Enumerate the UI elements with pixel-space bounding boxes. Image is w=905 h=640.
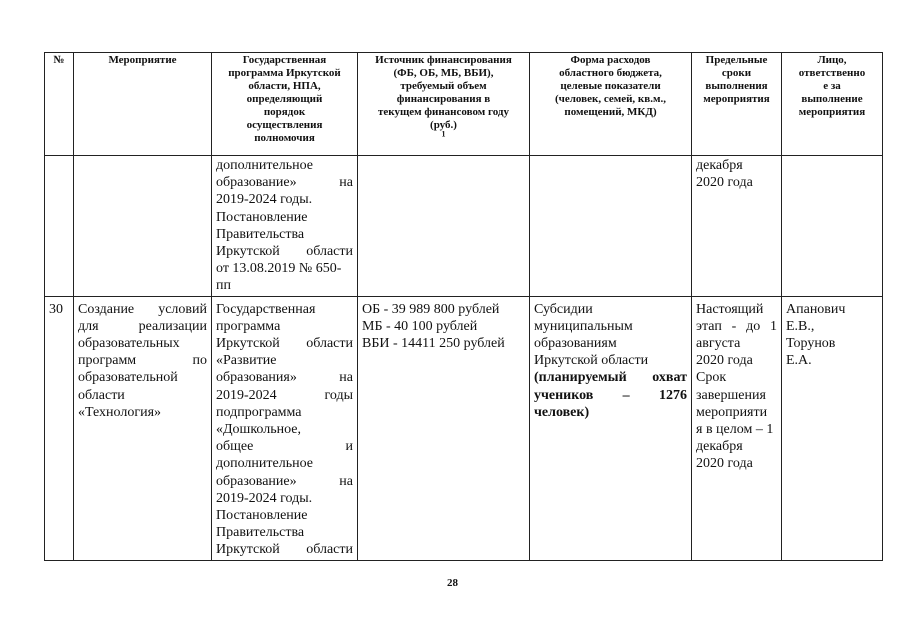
header-source-text xyxy=(362,54,525,132)
text-line: 2019-2024 годы. xyxy=(216,192,313,208)
text-line: области xyxy=(78,387,125,403)
text-line: области, НПА, xyxy=(248,80,321,92)
text-line: Предельные xyxy=(705,54,768,66)
text-line: Срок xyxy=(696,370,727,386)
text-line: мероприятия xyxy=(703,93,770,105)
text-line: пп xyxy=(216,278,231,294)
text-line: Настоящий xyxy=(696,301,764,317)
text-line: Лицо, xyxy=(817,54,847,66)
text-line: для реализации xyxy=(78,318,207,334)
table-header-row xyxy=(45,53,883,156)
header-deadline xyxy=(692,53,782,156)
cell-number: 30 xyxy=(45,296,74,560)
cell-number-empty xyxy=(45,156,74,297)
text-line: «Развитие xyxy=(216,353,277,369)
text-line: областного бюджета, xyxy=(559,67,662,79)
text-line: программ по xyxy=(78,353,207,369)
text-line: мероприятия xyxy=(798,106,866,118)
text-line: 2019-2024 годы. xyxy=(216,490,313,506)
text-line: образования» на xyxy=(216,370,353,386)
header-person xyxy=(782,53,883,156)
measures-table xyxy=(44,52,883,561)
text-line: Иркутской области xyxy=(534,353,649,369)
text-line: Субсидии xyxy=(534,301,593,317)
text-line: ОБ - 39 989 800 рублей xyxy=(362,301,500,317)
text-line: выполнение xyxy=(801,93,863,105)
text-line: 2020 года xyxy=(696,456,753,472)
text-line: Торунов xyxy=(786,336,836,352)
text-line: «Технология» xyxy=(78,404,162,420)
cell-deadline xyxy=(692,296,782,560)
text-line: Иркутской области xyxy=(216,244,353,260)
text-line: общее и xyxy=(216,439,353,455)
text-line: 2020 года xyxy=(696,353,753,369)
cell-event-empty xyxy=(74,156,212,297)
text-line: Источник финансирования xyxy=(375,54,512,66)
text-line: полномочия xyxy=(254,132,315,144)
text-line: Создание условий xyxy=(78,301,207,317)
text-line: Иркутской области xyxy=(216,336,353,352)
text-line: финансирования в xyxy=(396,93,491,105)
header-event: Мероприятие xyxy=(74,53,212,156)
text-line: (планируемый охват xyxy=(534,370,687,386)
text-line: ответственно xyxy=(798,67,866,79)
text-line: мероприяти xyxy=(696,404,768,420)
header-number: № xyxy=(45,53,74,156)
cell-program-continued xyxy=(212,156,358,297)
text-line: МБ - 40 100 рублей xyxy=(362,318,478,334)
cell-person xyxy=(782,296,883,560)
text-line: программа Иркутской xyxy=(228,67,341,79)
text-line: 2020 года xyxy=(696,175,753,191)
text-line: образование» на xyxy=(216,175,353,191)
header-source xyxy=(358,53,530,156)
text-line: помещений, МКД) xyxy=(564,106,657,118)
text-line: августа xyxy=(696,336,741,352)
text-line: (ФБ, ОБ, МБ, ВБИ), xyxy=(393,67,494,79)
text-line: дополнительное xyxy=(216,158,313,173)
text-line: осуществления xyxy=(246,119,323,131)
cell-program xyxy=(212,296,358,560)
cell-source xyxy=(358,296,530,560)
text-line: ВБИ - 14411 250 рублей xyxy=(362,336,505,352)
table-row-30 xyxy=(45,296,883,560)
text-line: Постановление xyxy=(216,508,308,524)
text-line: декабря xyxy=(696,158,743,173)
text-line: учеников – 1276 xyxy=(534,387,687,403)
cell-form xyxy=(530,296,692,560)
text-line: (руб.) xyxy=(430,119,457,131)
text-line: человек) xyxy=(534,404,590,420)
text-line: я в целом – 1 xyxy=(696,422,774,438)
page-number: 28 xyxy=(447,577,458,589)
text-line: Постановление xyxy=(216,209,308,225)
cell-person-empty xyxy=(782,156,883,297)
text-line: Форма расходов xyxy=(570,54,651,66)
text-line: Е.А. xyxy=(786,353,812,369)
header-form xyxy=(530,53,692,156)
text-line: муниципальным xyxy=(534,318,633,334)
text-line: Правительства xyxy=(216,525,305,541)
text-line: образованиям xyxy=(534,336,617,352)
text-line: (человек, семей, кв.м., xyxy=(555,93,666,105)
text-line: завершения xyxy=(696,387,766,403)
text-line: Апанович xyxy=(786,301,846,317)
text-line: текущем финансовом году xyxy=(378,106,509,118)
text-line: порядок xyxy=(263,106,306,118)
text-line: Е.В., xyxy=(786,318,815,334)
text-line: Государственная xyxy=(216,301,316,317)
text-line: определяющий xyxy=(246,93,323,105)
text-line: Государственная xyxy=(242,54,327,66)
text-line: выполнения xyxy=(705,80,768,92)
text-line: программа xyxy=(216,318,281,334)
text-line: 2019-2024 годы xyxy=(216,387,353,403)
text-line: декабря xyxy=(696,439,743,455)
cell-deadline-continued xyxy=(692,156,782,297)
text-line: Иркутской области xyxy=(216,542,353,558)
cell-event xyxy=(74,296,212,560)
header-source-footnote: 1 xyxy=(441,129,446,139)
text-line: этап - до 1 xyxy=(696,318,777,334)
text-line: образовательной xyxy=(78,370,178,386)
table-row-continued xyxy=(45,156,883,297)
text-line: «Дошкольное, xyxy=(216,422,301,438)
text-line: требуемый объем xyxy=(400,80,487,92)
text-line: подпрограмма xyxy=(216,404,302,420)
text-line: сроки xyxy=(721,67,752,79)
text-line: Правительства xyxy=(216,226,305,242)
text-line: образование» на xyxy=(216,473,353,489)
text-line: целевые показатели xyxy=(560,80,661,92)
text-line: е за xyxy=(823,80,841,92)
cell-form-empty xyxy=(530,156,692,297)
text-line: дополнительное xyxy=(216,456,313,472)
cell-source-empty xyxy=(358,156,530,297)
text-line: образовательных xyxy=(78,336,180,352)
header-program xyxy=(212,53,358,156)
text-line: от 13.08.2019 № 650- xyxy=(216,261,342,277)
